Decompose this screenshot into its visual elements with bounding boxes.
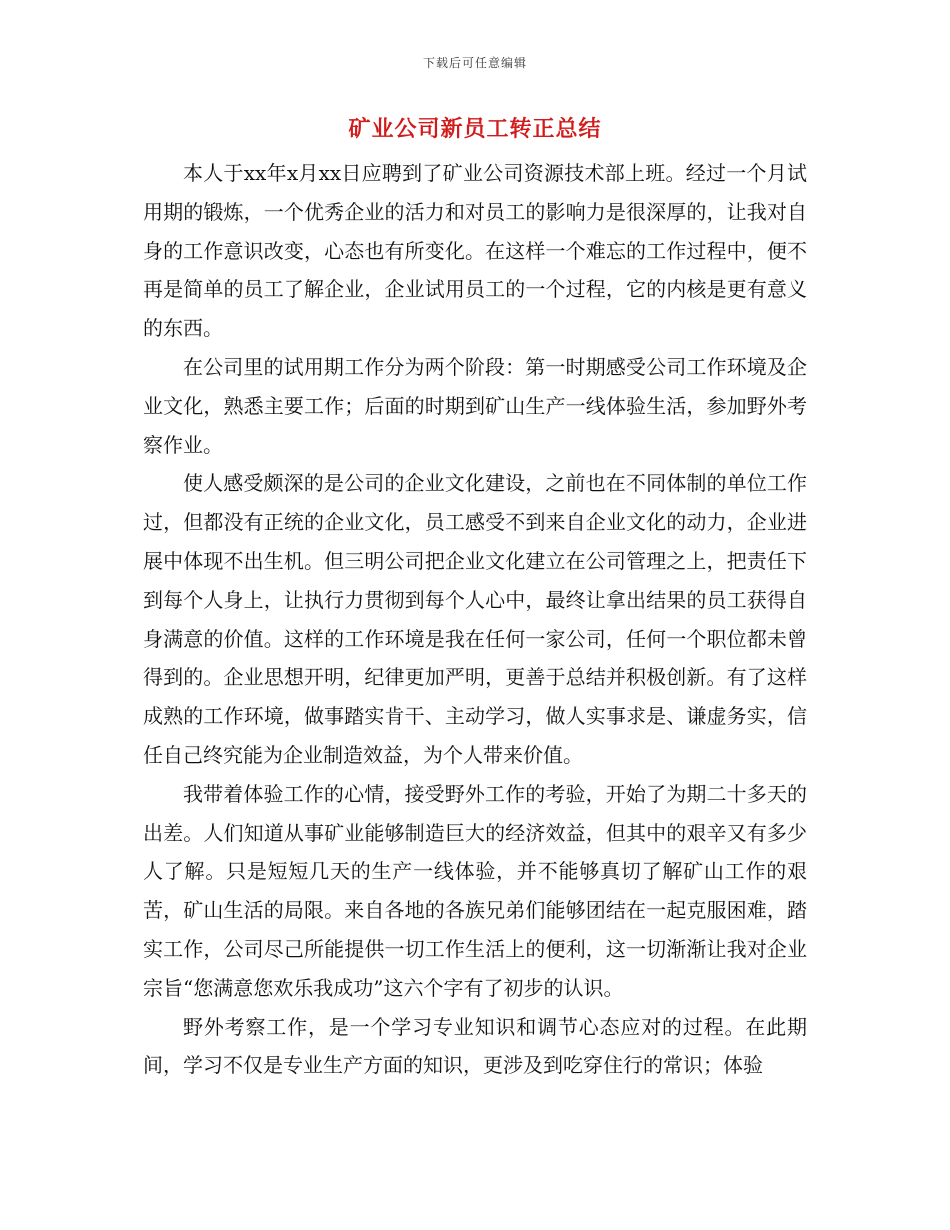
paragraph: 我带着体验工作的心情，接受野外工作的考验，开始了为期二十多天的出差。人们知道从事矿业能够制造巨大的经济效益，但其中的艰辛又有多少人了解。只是短短几天的生产一线体验，并不能够真切了解矿山工作的艰苦，矿山生活的局限。来自各地的各族兄弟们能够团结在一起克服困难，踏实工作，公司尽己所能提供一切工作生活上的便利，这一切渐渐让我对企业宗旨“您满意您欢乐我成功”这六个字有了初步的认识。: [143, 781, 807, 1000]
header-note: 下载后可任意编辑: [422, 56, 527, 70]
paragraph: 本人于xx年x月xx日应聘到了矿业公司资源技术部上班。经过一个月试用期的锻炼，一个优秀企业的活力和对员工的影响力是很深厚的，让我对自身的工作意识改变，心态也有所变化。在这样一个难忘的工作过程中，便不再是简单的员工了解企业，企业试用员工的一个过程，它的内核是更有意义的东西。: [143, 161, 807, 341]
paragraph: 使人感受颇深的是公司的企业文化建设，之前也在不同体制的单位工作过，但都没有正统的企业文化，员工感受不到来自企业文化的动力，企业进展中体现不出生机。但三明公司把企业文化建立在公司管理之上，把责任下到每个人身上，让执行力贯彻到每个人心中，最终让拿出结果的员工获得自身满意的价值。这样的工作环境是我在任何一家公司，任何一个职位都未曾得到的。企业思想开明，纪律更加严明，更善于总结并积极创新。有了这样成熟的工作环境，做事踏实肯干、主动学习，做人实事求是、谦虚务实，信任自己终究能为企业制造效益，为个人带来价值。: [143, 471, 807, 767]
document-body: [143, 154, 807, 1085]
paragraph: 在公司里的试用期工作分为两个阶段：第一时期感受公司工作环境及企业文化，熟悉主要工作；后面的时期到矿山生产一线体验生活，参加野外考察作业。: [143, 354, 807, 457]
paragraph: 野外考察工作，是一个学习专业知识和调节心态应对的过程。在此期间，学习不仅是专业生产方面的知识，更涉及到吃穿住行的常识；体验: [143, 1014, 807, 1078]
document-title: 矿业公司新员工转正总结: [348, 116, 602, 142]
